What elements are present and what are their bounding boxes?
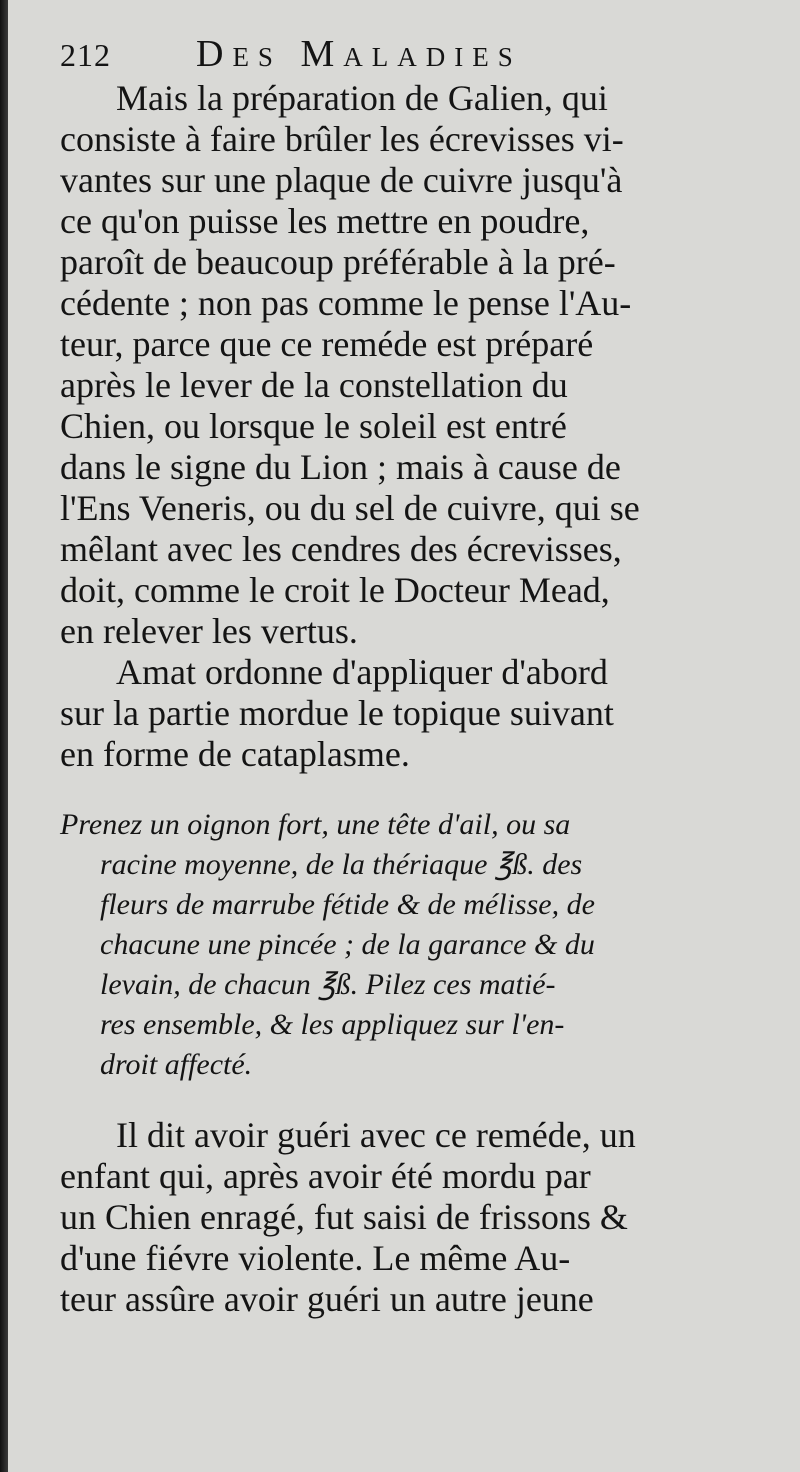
recipe-line: res ensemble, & les appliquez sur l'en-	[100, 1008, 565, 1041]
text-line: vantes sur une plaque de cuivre jusqu'à	[60, 160, 623, 200]
recipe-line: Prenez un oignon fort, une tête d'ail, ou sa	[60, 808, 571, 841]
text-line: d'une fiévre violente. Le même Au-	[60, 1238, 571, 1278]
book-page	[8, 0, 800, 1472]
text-line: teur assûre avoir guéri un autre jeune	[60, 1279, 594, 1319]
text-line: mêlant avec les cendres des écrevisses,	[60, 529, 622, 569]
text-line: dans le signe du Lion ; mais à cause de	[60, 447, 621, 487]
text-line: teur, parce que ce reméde est préparé	[60, 324, 594, 364]
text-line: enfant qui, après avoir été mordu par	[60, 1156, 591, 1196]
recipe-line: levain, de chacun ℥ß. Pilez ces matié-	[100, 968, 556, 1001]
running-title: Des Maladies	[196, 33, 522, 75]
running-head	[60, 34, 750, 78]
text-line: paroît de beaucoup préférable à la pré-	[60, 242, 616, 282]
text-line: doit, comme le croit le Docteur Mead,	[60, 570, 610, 610]
text-line: cédente ; non pas comme le pense l'Au-	[60, 283, 632, 323]
recipe-line: racine moyenne, de la thériaque ℥ß. des	[100, 848, 583, 881]
recipe-line: fleurs de marrube fétide & de mélisse, de	[100, 888, 595, 921]
page-number: 212	[60, 37, 111, 73]
text-line: en relever les vertus.	[60, 611, 358, 651]
text-line: après le lever de la constellation du	[60, 365, 568, 405]
text-line: en forme de cataplasme.	[60, 734, 410, 774]
text-line: sur la partie mordue le topique suivant	[60, 693, 614, 733]
book-gutter-shadow	[0, 0, 8, 1472]
text-line: ce qu'on puisse les mettre en poudre,	[60, 201, 590, 241]
text-line: Il dit avoir guéri avec ce reméde, un	[116, 1115, 636, 1155]
text-line: Chien, ou lorsque le soleil est entré	[60, 406, 567, 446]
text-line: l'Ens Veneris, ou du sel de cuivre, qui se	[60, 488, 640, 528]
recipe-line: droit affecté.	[100, 1048, 253, 1081]
paragraph-3	[60, 1115, 750, 1320]
paragraph-2	[60, 652, 750, 775]
text-line: Amat ordonne d'appliquer d'abord	[116, 652, 608, 692]
recipe-line: chacune une pincée ; de la garance & du	[100, 928, 595, 961]
page-text	[60, 34, 750, 1320]
paragraph-1	[60, 78, 750, 652]
recipe-block	[60, 805, 750, 1085]
text-line: un Chien enragé, fut saisi de frissons &	[60, 1197, 628, 1237]
text-line: consiste à faire brûler les écrevisses vi-	[60, 119, 624, 159]
text-line: Mais la préparation de Galien, qui	[116, 78, 608, 118]
